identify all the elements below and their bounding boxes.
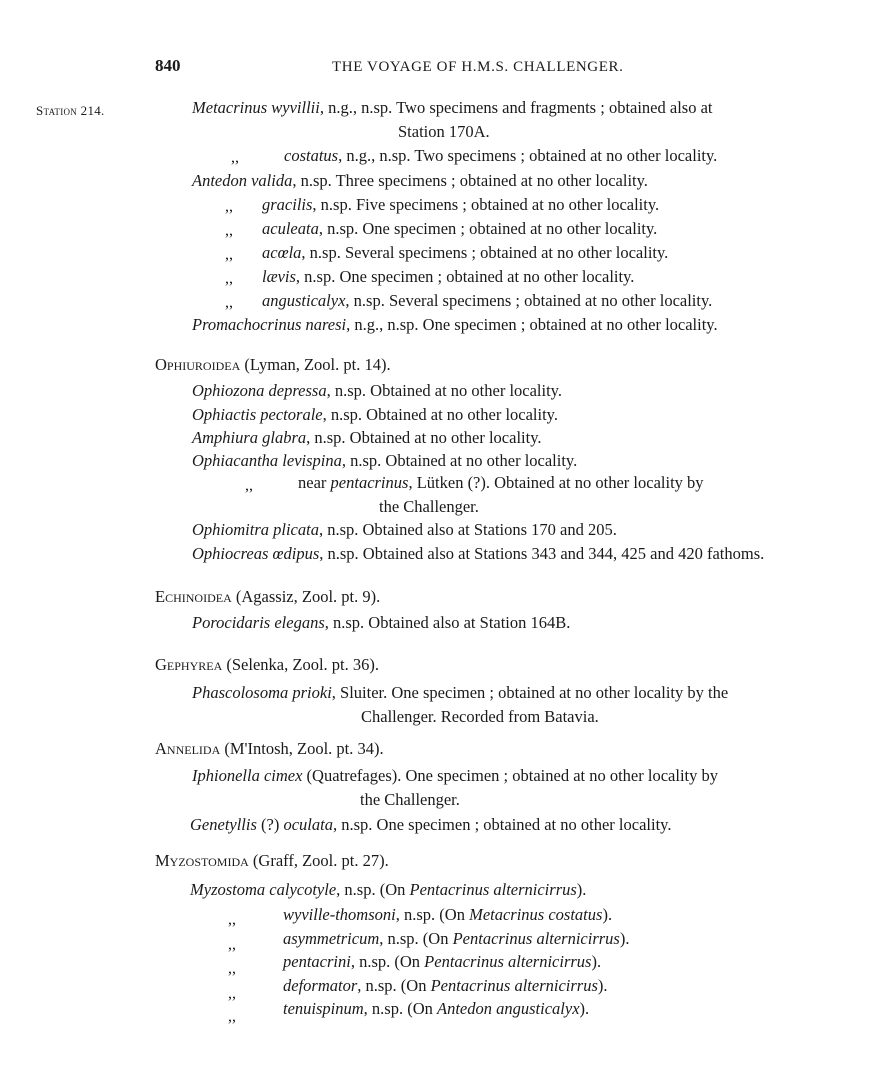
ditto-mark: ,, xyxy=(228,936,236,953)
species-name: Ophiacantha levispina xyxy=(192,451,342,470)
ditto-mark: ,, xyxy=(225,222,233,239)
host-name: Antedon angusticalyx xyxy=(437,999,580,1018)
entry-antedon-aculeata xyxy=(262,219,657,239)
ditto-mark: ,, xyxy=(228,911,236,928)
entry-continuation: Challenger. Recorded from Batavia. xyxy=(361,707,599,726)
host-name: Pentacrinus alternicirrus xyxy=(424,952,592,971)
entry-porocidaris xyxy=(192,613,570,633)
entry-promachocrinus-naresi xyxy=(192,315,718,335)
species-name: angusticalyx xyxy=(262,291,346,310)
ditto-mark: ,, xyxy=(228,1008,236,1025)
entry-myzostoma xyxy=(283,929,629,949)
entry-text: , Sluiter. One specimen ; obtained at no other locality by the xyxy=(331,683,729,702)
entry-myzostoma xyxy=(283,905,612,925)
species-name: Iphionella cimex xyxy=(192,766,303,785)
entry-text: , n.sp. Obtained at no other locality. xyxy=(341,451,578,470)
species-name: Amphiura glabra xyxy=(192,428,307,447)
species-name: Genetyllis xyxy=(190,815,257,834)
entry-text: , n.sp. (On xyxy=(379,929,453,948)
group-name: Ophiuroidea xyxy=(155,355,241,374)
entry-text: ). xyxy=(597,976,608,995)
entry-antedon-gracilis xyxy=(262,195,659,215)
entry-ophiactis xyxy=(192,405,558,425)
entry-metacrinus-wyvillii xyxy=(192,98,713,118)
ditto-mark: ,, xyxy=(228,960,236,977)
entry-myzostoma xyxy=(283,999,589,1019)
species-name: costatus xyxy=(284,146,339,165)
species-name: Metacrinus wyvillii xyxy=(192,98,320,117)
entry-ophiacantha xyxy=(192,451,577,471)
ditto-mark: ,, xyxy=(225,198,233,215)
ditto-mark: ,, xyxy=(228,985,236,1002)
entry-myzostoma xyxy=(190,880,586,900)
entry-text: ). xyxy=(579,999,590,1018)
entry-amphiura xyxy=(192,428,542,448)
species-name: pentacrini xyxy=(283,952,351,971)
entry-text: ). xyxy=(619,929,630,948)
entry-text: , n.sp. Obtained at no other locality. xyxy=(326,381,562,400)
entry-antedon-valida xyxy=(192,171,648,191)
entry-text: (?) xyxy=(256,815,284,834)
species-name: Ophiozona depressa xyxy=(192,381,327,400)
species-name: Ophiactis pectorale xyxy=(192,405,323,424)
entry-myzostoma xyxy=(283,952,601,972)
host-name: Pentacrinus alternicirrus xyxy=(452,929,620,948)
species-name: deformator xyxy=(283,976,358,995)
entry-text: ). xyxy=(591,952,602,971)
species-name: wyville-thomsoni xyxy=(283,905,396,924)
entry-text: , n.sp. Obtained also at Stations 343 and 344, 425 and 420 fathoms. xyxy=(319,544,765,563)
ditto-mark: ,, xyxy=(225,294,233,311)
entry-text: , n.sp. One specimen ; obtained at no other locality. xyxy=(318,219,658,238)
group-name: Annelida xyxy=(155,739,221,758)
section-heading-gephyrea xyxy=(155,655,379,675)
entry-text: ). xyxy=(576,880,587,899)
entry-near-pentacrinus xyxy=(298,473,704,493)
group-reference: (Selenka, Zool. pt. 36). xyxy=(222,655,379,674)
section-heading-annelida xyxy=(155,739,384,759)
group-name: Echinoidea xyxy=(155,587,232,606)
entry-text: , n.sp. Several specimens ; obtained at no other locality. xyxy=(345,291,713,310)
species-name: Myzostoma calycotyle xyxy=(190,880,337,899)
entry-text: , Lütken (?). Obtained at no other locality by xyxy=(408,473,704,492)
entry-text: , n.g., n.sp. One specimen ; obtained at no other locality. xyxy=(346,315,718,334)
entry-text: , n.sp. (On xyxy=(395,905,470,924)
entry-myzostoma xyxy=(283,976,608,996)
entry-antedon-laevis xyxy=(262,267,634,287)
entry-iphionella xyxy=(192,766,718,786)
section-heading-ophiuroidea xyxy=(155,355,391,375)
group-reference: (Lyman, Zool. pt. 14). xyxy=(240,355,391,374)
species-name: oculata xyxy=(283,815,333,834)
species-name: Phascolosoma prioki xyxy=(192,683,332,702)
entry-ophiozona xyxy=(192,381,562,401)
species-name: Antedon valida xyxy=(192,171,293,190)
entry-ophiomitra xyxy=(192,520,617,540)
ditto-mark: ,, xyxy=(225,246,233,263)
ditto-mark: ,, xyxy=(245,477,253,494)
species-name: Ophiocreas œdipus xyxy=(192,544,320,563)
entry-text: , n.sp. One specimen ; obtained at no other locality. xyxy=(295,267,635,286)
group-reference: (Agassiz, Zool. pt. 9). xyxy=(231,587,381,606)
entry-continuation: the Challenger. xyxy=(360,790,460,809)
ditto-mark: ,, xyxy=(225,270,233,287)
entry-text: , n.sp. Obtained also at Stations 170 and 205. xyxy=(318,520,617,539)
group-reference: (Graff, Zool. pt. 27). xyxy=(248,851,389,870)
section-heading-echinoidea xyxy=(155,587,380,607)
host-name: Pentacrinus alternicirrus xyxy=(430,976,598,995)
species-name: Ophiomitra plicata xyxy=(192,520,319,539)
group-reference: (M'Intosh, Zool. pt. 34). xyxy=(220,739,384,758)
host-name: Pentacrinus alternicirrus xyxy=(409,880,577,899)
entry-text: , n.g., n.sp. Two specimens and fragments ; obtained also at xyxy=(319,98,713,117)
group-name: Myzostomida xyxy=(155,851,249,870)
section-heading-myzostomida xyxy=(155,851,389,871)
entry-antedon-angusticalyx xyxy=(262,291,712,311)
species-name: aculeata xyxy=(262,219,319,238)
species-name: lævis xyxy=(262,267,296,286)
entry-text: , n.sp. (On xyxy=(350,952,425,971)
entry-continuation: Station 170A. xyxy=(398,122,490,141)
entry-text: , n.sp. Obtained at no other locality. xyxy=(322,405,558,424)
species-name: asymmetricum xyxy=(283,929,380,948)
entry-continuation: the Challenger. xyxy=(379,497,479,516)
species-name: pentacrinus xyxy=(330,473,409,492)
entry-text: , n.sp. (On xyxy=(363,999,438,1018)
entry-text: , n.sp. Five specimens ; obtained at no other locality. xyxy=(312,195,660,214)
entry-antedon-acoela xyxy=(262,243,668,263)
entry-text: (Quatrefages). One specimen ; obtained at no other locality by xyxy=(302,766,718,785)
running-title: THE VOYAGE OF H.M.S. CHALLENGER. xyxy=(332,59,624,75)
host-name: Metacrinus costatus xyxy=(469,905,603,924)
page-number: 840 xyxy=(155,56,181,75)
entry-text: ). xyxy=(602,905,613,924)
entry-text: , n.sp. Obtained at no other locality. xyxy=(306,428,542,447)
ditto-mark: ,, xyxy=(231,149,239,166)
entry-text: , n.g., n.sp. Two specimens ; obtained at no other locality. xyxy=(338,146,718,165)
entry-genetyllis xyxy=(190,815,671,835)
species-name: gracilis xyxy=(262,195,313,214)
species-name: Porocidaris elegans xyxy=(192,613,325,632)
entry-text: , n.sp. Three specimens ; obtained at no other locality. xyxy=(292,171,648,190)
entry-phascolosoma xyxy=(192,683,728,703)
entry-ophiocreas xyxy=(192,544,764,564)
entry-text: , n.sp. Several specimens ; obtained at no other locality. xyxy=(301,243,669,262)
entry-text: , n.sp. Obtained also at Station 164B. xyxy=(324,613,571,632)
species-name: Promachocrinus naresi xyxy=(192,315,347,334)
entry-text: , n.sp. One specimen ; obtained at no other locality. xyxy=(332,815,672,834)
group-name: Gephyrea xyxy=(155,655,223,674)
entry-text: , n.sp. (On xyxy=(336,880,410,899)
species-name: acœla xyxy=(262,243,302,262)
entry-metacrinus-costatus xyxy=(284,146,717,166)
species-name: tenuispinum xyxy=(283,999,364,1018)
station-label: Station 214. xyxy=(36,103,105,118)
entry-prefix: near xyxy=(298,473,331,492)
entry-text: , n.sp. (On xyxy=(357,976,431,995)
